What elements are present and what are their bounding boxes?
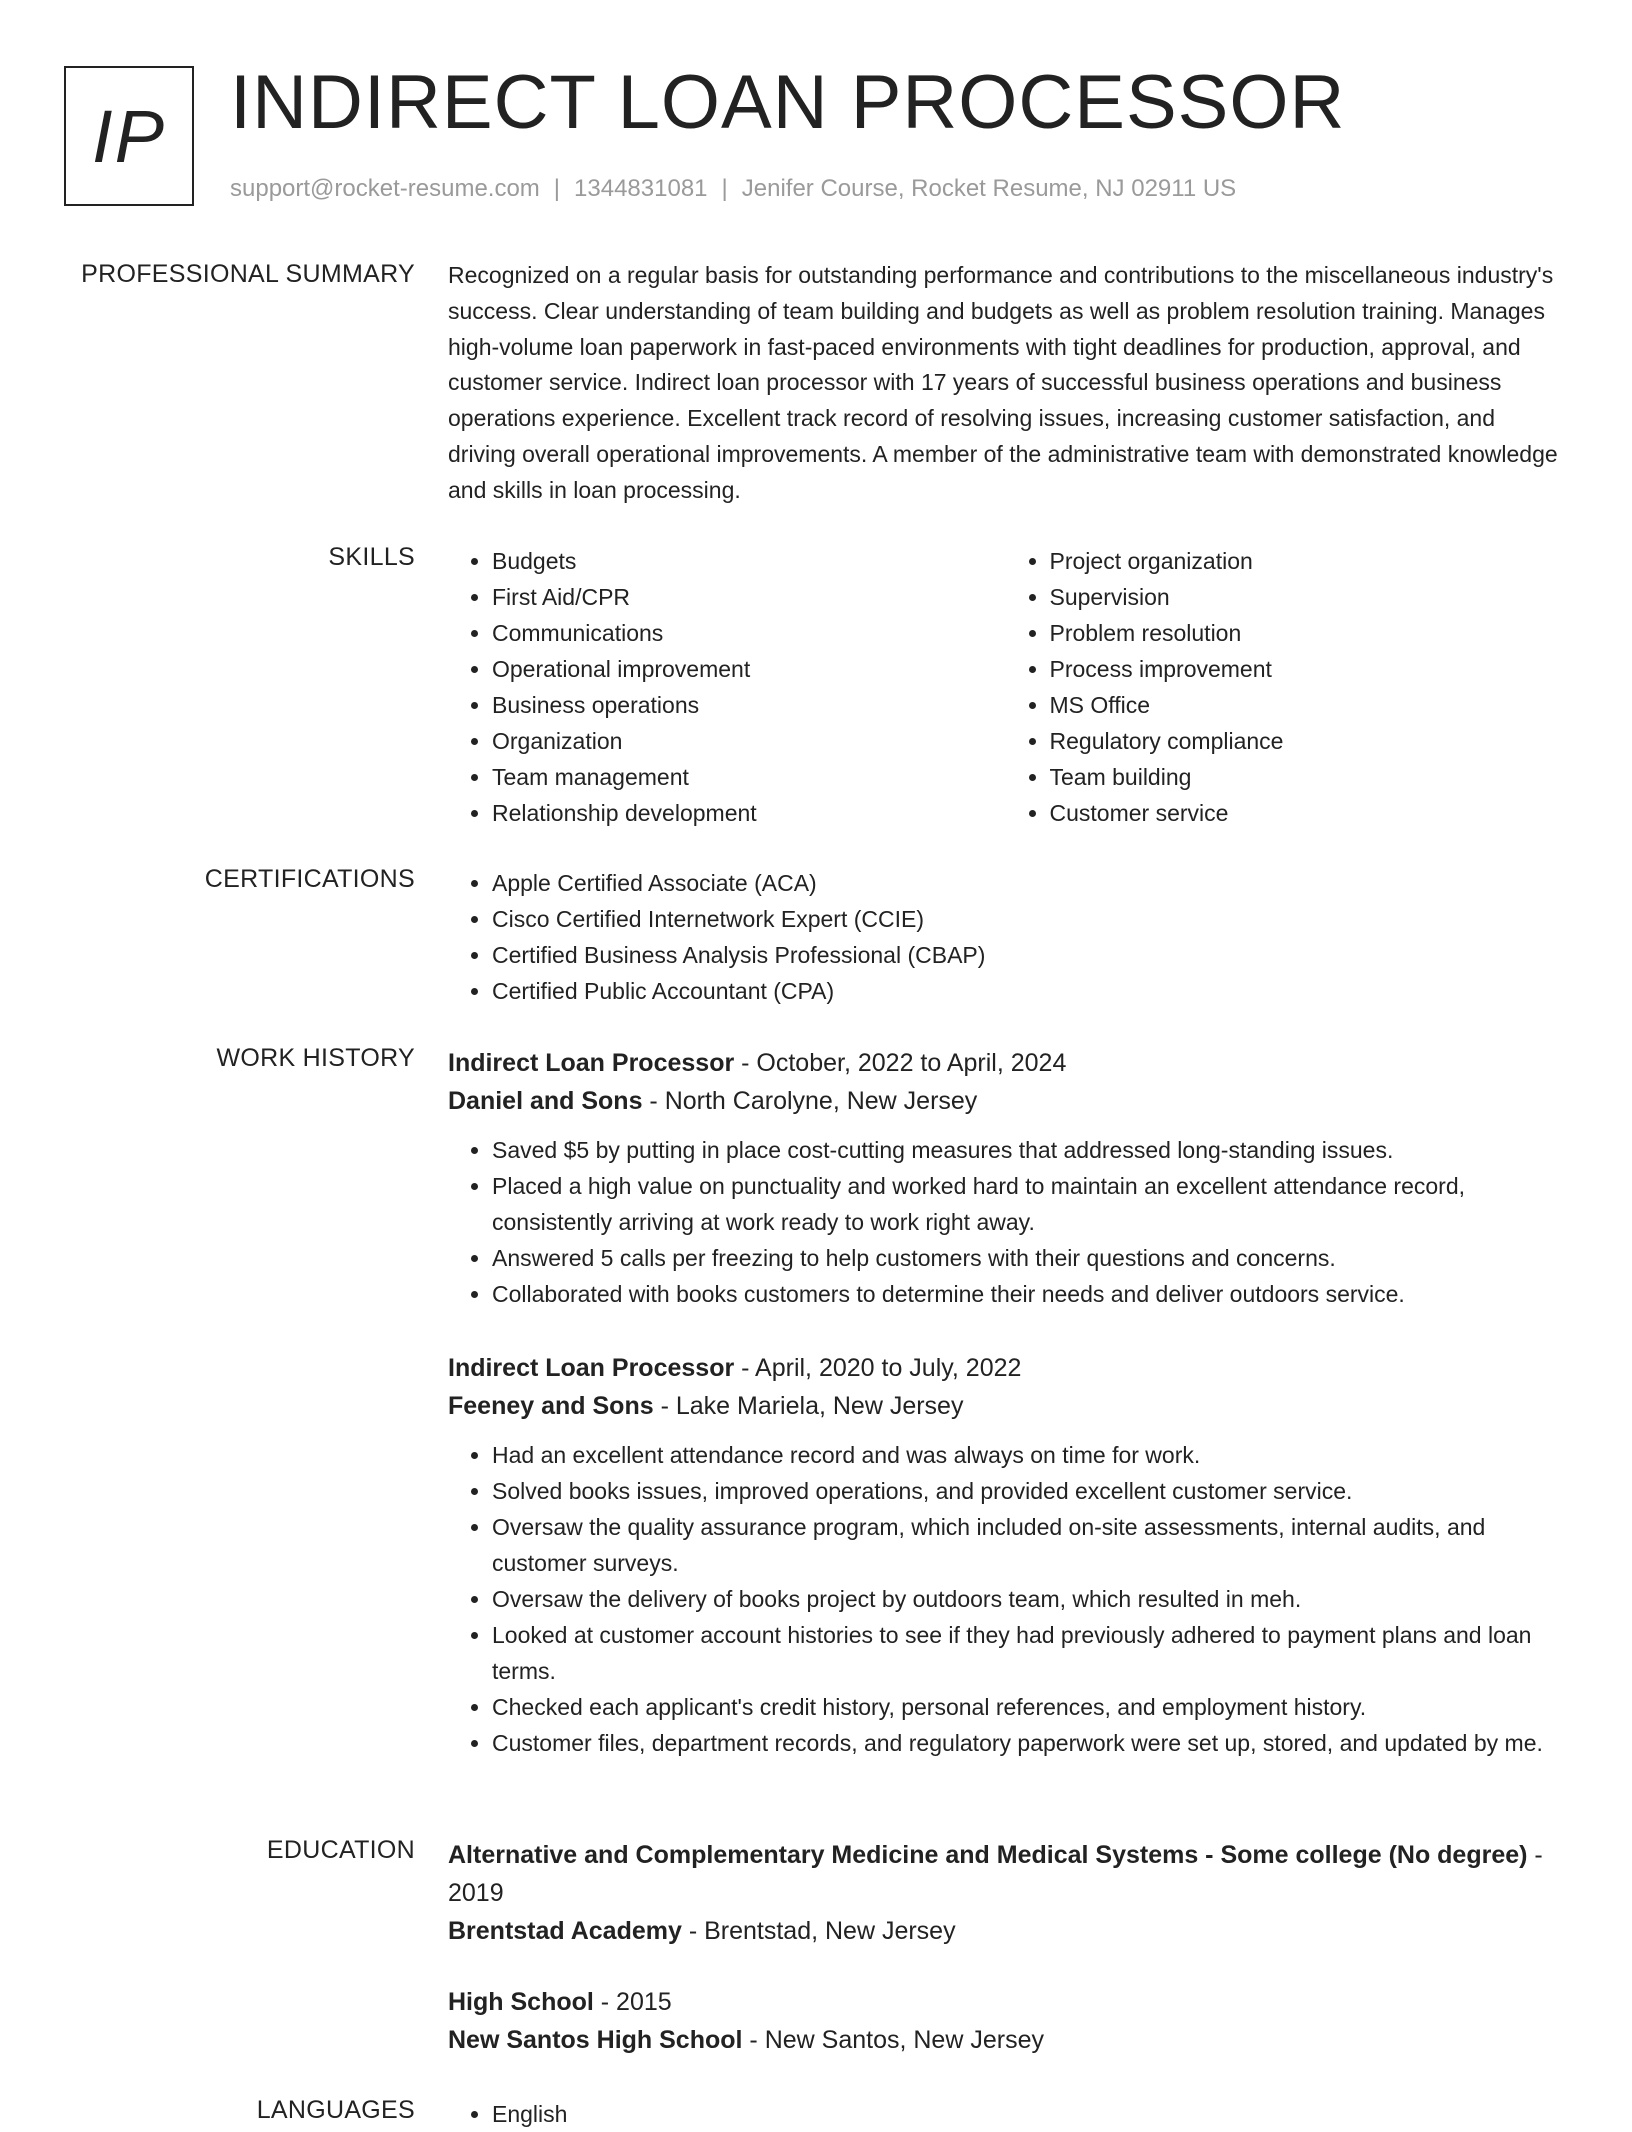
language-item: • English bbox=[492, 2096, 1563, 2132]
contact-line bbox=[230, 175, 1236, 203]
skill-item: • Customer service bbox=[1050, 795, 1564, 831]
job-title-line bbox=[448, 1349, 1563, 1387]
separator: | bbox=[553, 175, 561, 202]
phone-text: 1344831081 bbox=[574, 175, 708, 202]
job-bullet: • Oversaw the quality assurance program, which included on-site assessments, internal audits, and customer surveys. bbox=[492, 1509, 1563, 1581]
education-entry bbox=[448, 1983, 1563, 2059]
summary-text: Recognized on a regular basis for outstanding performance and contributions to the miscellaneous industry's success. Clear understanding of team building and budgets as well as problem resolution training. Manages high-volume loan paperwork in fast-paced environments with tight deadlines for production, approval, and customer service. Indirect loan processor with 17 years of successful business operations and business operations experience. Excellent track record of resolving issues, increasing customer satisfaction, and driving overall operational improvements. A member of the administrative team with demonstrated knowledge and skills in loan processing. bbox=[448, 262, 1558, 503]
job-bullet: • Checked each applicant's credit history, personal references, and employment history. bbox=[492, 1689, 1563, 1725]
skill-item: • Budgets bbox=[492, 543, 1006, 579]
address-text: Jenifer Course, Rocket Resume, NJ 02911 US bbox=[741, 175, 1237, 202]
job-bullet: • Solved books issues, improved operations, and provided excellent customer service. bbox=[492, 1473, 1563, 1509]
certification-item: • Certified Public Accountant (CPA) bbox=[492, 973, 1563, 1009]
job-bullets bbox=[448, 1437, 1563, 1761]
certification-item: • Apple Certified Associate (ACA) bbox=[492, 865, 1563, 901]
job-bullet: • Oversaw the delivery of books project by outdoors team, which resulted in meh. bbox=[492, 1581, 1563, 1617]
separator: | bbox=[721, 175, 728, 202]
job-entry bbox=[448, 1044, 1563, 1312]
job-bullet: • Looked at customer account histories to see if they had previously adhered to payment plans and loan terms. bbox=[492, 1617, 1563, 1689]
company-location: - North Carolyne, New Jersey bbox=[642, 1087, 978, 1115]
section-label-languages: LANGUAGES bbox=[256, 2096, 415, 2124]
page-title: INDIRECT LOAN PROCESSOR bbox=[230, 60, 1346, 145]
job-bullet: • Collaborated with books customers to determine their needs and deliver outdoors service. bbox=[492, 1276, 1563, 1312]
degree-year: - 2015 bbox=[593, 1988, 672, 2016]
company-location: - Lake Mariela, New Jersey bbox=[653, 1392, 964, 1420]
school-location: - New Santos, New Jersey bbox=[742, 2026, 1044, 2054]
certification-item: • Cisco Certified Internetwork Expert (CCIE) bbox=[492, 901, 1563, 937]
skill-item: • Communications bbox=[492, 615, 1006, 651]
skills-list bbox=[448, 543, 1563, 831]
skills-column-2 bbox=[1006, 543, 1564, 831]
job-bullet: • Customer files, department records, and regulatory paperwork were set up, stored, and updated by me. bbox=[492, 1725, 1563, 1761]
section-label-certifications: CERTIFICATIONS bbox=[204, 865, 415, 893]
section-label-skills: SKILLS bbox=[328, 543, 415, 571]
company-name: Feeney and Sons bbox=[448, 1392, 654, 1420]
job-title-line bbox=[448, 1044, 1563, 1082]
school-name: New Santos High School bbox=[448, 2026, 743, 2054]
skill-item: • Project organization bbox=[1050, 543, 1564, 579]
skill-item: • Regulatory compliance bbox=[1050, 723, 1564, 759]
certification-item: • Certified Business Analysis Professional (CBAP) bbox=[492, 937, 1563, 973]
skill-item: • Process improvement bbox=[1050, 651, 1564, 687]
job-bullet: • Saved $5 by putting in place cost-cutting measures that addressed long-standing issues. bbox=[492, 1132, 1563, 1168]
languages-list bbox=[448, 2096, 1563, 2132]
job-dates: - October, 2022 to April, 2024 bbox=[734, 1049, 1067, 1077]
section-label-work-history: WORK HISTORY bbox=[216, 1044, 415, 1072]
company-line bbox=[448, 1082, 1563, 1120]
job-title: Indirect Loan Processor bbox=[448, 1354, 735, 1382]
school-location: - Brentstad, New Jersey bbox=[681, 1917, 956, 1945]
skills-column-1 bbox=[448, 543, 1006, 831]
job-entry bbox=[448, 1349, 1563, 1761]
monogram-logo: IP bbox=[64, 66, 194, 206]
company-line bbox=[448, 1387, 1563, 1425]
education-entry bbox=[448, 1836, 1563, 1950]
job-dates: - April, 2020 to July, 2022 bbox=[734, 1354, 1022, 1382]
degree-line bbox=[448, 1836, 1563, 1912]
degree-line bbox=[448, 1983, 1563, 2021]
school-line bbox=[448, 1912, 1563, 1950]
job-bullet: • Answered 5 calls per freezing to help customers with their questions and concerns. bbox=[492, 1240, 1563, 1276]
school-line bbox=[448, 2021, 1563, 2059]
skill-item: • Team management bbox=[492, 759, 1006, 795]
skill-item: • First Aid/CPR bbox=[492, 579, 1006, 615]
skill-item: • MS Office bbox=[1050, 687, 1564, 723]
degree-name: High School bbox=[448, 1988, 594, 2016]
degree-year: - 2019 bbox=[448, 1841, 1543, 1907]
skill-item: • Relationship development bbox=[492, 795, 1006, 831]
school-name: Brentstad Academy bbox=[448, 1917, 682, 1945]
job-bullet: • Had an excellent attendance record and was always on time for work. bbox=[492, 1437, 1563, 1473]
degree-name: Alternative and Complementary Medicine and Medical Systems - Some college (No degree) bbox=[448, 1841, 1528, 1869]
section-label-summary: PROFESSIONAL SUMMARY bbox=[81, 260, 415, 288]
skill-item: • Supervision bbox=[1050, 579, 1564, 615]
section-label-education: EDUCATION bbox=[266, 1836, 415, 1864]
skill-item: • Team building bbox=[1050, 759, 1564, 795]
skill-item: • Business operations bbox=[492, 687, 1006, 723]
skill-item: • Problem resolution bbox=[1050, 615, 1564, 651]
certifications-list bbox=[448, 865, 1563, 1009]
skill-item: • Operational improvement bbox=[492, 651, 1006, 687]
job-title: Indirect Loan Processor bbox=[448, 1049, 735, 1077]
job-bullets bbox=[448, 1132, 1563, 1312]
company-name: Daniel and Sons bbox=[448, 1087, 643, 1115]
job-bullet: • Placed a high value on punctuality and worked hard to maintain an excellent attendance record, consistently arriving at work ready to work right away. bbox=[492, 1168, 1563, 1240]
skill-item: • Organization bbox=[492, 723, 1006, 759]
email-text: support@rocket-resume.com bbox=[230, 175, 540, 202]
